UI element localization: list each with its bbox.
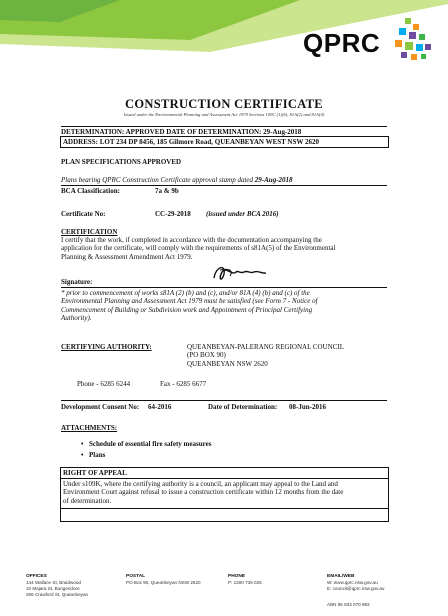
footer-line: 256 Crawford St, Queanbeyan	[26, 592, 89, 597]
footer-phone	[228, 574, 262, 586]
footer-heading: PHONE	[228, 574, 246, 579]
footer-email-web	[327, 574, 384, 592]
qprc-logo	[303, 28, 380, 59]
address-box	[60, 136, 389, 148]
certification-heading: CERTIFICATION	[61, 228, 118, 236]
authority-line: QUEANBEYAN-PALERANG REGIONAL COUNCIL	[187, 343, 344, 351]
signature-note-line: Authority).	[61, 313, 92, 322]
attachment-item: • Schedule of essential fire safety measures	[89, 440, 211, 448]
footer-line: PO Box 90, Queanbeyan NSW 2620	[126, 580, 201, 585]
footer-line: P: 1300 735 025	[228, 580, 262, 585]
authority-fax: Fax - 6285 6677	[160, 380, 207, 388]
certificate-label: Certificate No:	[61, 210, 106, 218]
determination-date-label: Date of Determination:	[208, 403, 278, 411]
signature-note-line: Environmental Planning and Assessment Act 1979 must be satisfied (see Form 7 - Notice of	[61, 297, 318, 306]
footer-line: 144 Wallace St, Braidwood	[26, 580, 81, 585]
appeal-line: Under s109K, where the certifying authority is a council, an applicant may appeal to the Land and	[63, 480, 338, 488]
right-of-appeal-box	[60, 467, 389, 522]
authority-line: QUEANBEYAN NSW 2620	[187, 359, 268, 368]
header-brand-band	[0, 0, 448, 66]
authority-address	[187, 343, 344, 368]
consent-value: 64-2016	[148, 403, 172, 411]
determination-line: DETERMINATION: APPROVED DATE OF DETERMINATION: 29-Aug-2018	[61, 128, 302, 136]
certification-line: application for the certificate, will comply with the requirements of s81A(5) of the Environmental	[61, 244, 336, 253]
appeal-line: of determination.	[63, 496, 112, 505]
certification-line: I certify that the work, if completed in accordance with the documentation accompanying the	[61, 236, 322, 244]
handwritten-signature	[208, 262, 270, 284]
certificate-note: (issued under BCA 2016)	[206, 210, 279, 218]
authority-phone: Phone - 6285 6244	[77, 380, 131, 388]
document-title: CONSTRUCTION CERTIFICATE	[125, 97, 323, 111]
certification-line: Planning & Assessment Amendment Act 1979.	[61, 252, 193, 261]
signature-label: Signature:	[61, 278, 93, 286]
certification-text	[61, 236, 391, 261]
certificate-number: CC-29-2018	[155, 210, 191, 218]
footer-heading: EMAIL/WEB	[327, 574, 355, 579]
address-text: ADDRESS: LOT 234 DP 8456, 185 Gilmore Road, QUEANBEYAN WEST NSW 2620	[63, 138, 319, 146]
footer-abn: ABN 95 933 070 982	[327, 602, 370, 607]
footer-line: W: www.qprc.nsw.gov.au	[327, 580, 378, 585]
brand-swoosh	[0, 0, 448, 66]
signature-note	[61, 289, 391, 322]
signature-note-line: * prior to commencement of works s81A (2) (b) and (c), and/or 81A (4) (b) and (c) of the	[61, 289, 310, 297]
appeal-line: Environment Court against refusal to issue a construction certificate within 12 months from the date	[63, 488, 344, 497]
footer-offices	[26, 574, 88, 598]
divider	[61, 400, 387, 401]
bca-value: 7a & 9b	[155, 187, 179, 195]
authority-line: (PO BOX 90)	[187, 351, 226, 360]
attachments-heading: ATTACHMENTS:	[61, 424, 118, 432]
logo-text: QPRC	[303, 28, 381, 58]
appeal-text	[63, 480, 343, 505]
attachment-item: • Plans	[89, 451, 105, 459]
plan-specs-heading: PLAN SPECIFICATIONS APPROVED	[61, 158, 182, 166]
divider	[61, 126, 387, 127]
appeal-heading: RIGHT OF APPEAL	[63, 469, 127, 477]
divider	[61, 508, 388, 509]
bca-label: BCA Classification:	[61, 187, 120, 195]
authority-label: CERTIFYING AUTHORITY:	[61, 343, 152, 351]
signature-note-line: Commencement of Building or Subdivision work and Appointment of Principal Certifying	[61, 305, 313, 314]
footer-postal	[126, 574, 201, 586]
footer-line: 10 Majara St, Bungendore	[26, 586, 80, 591]
footer-line: E: council@qprc.nsw.gov.au	[327, 586, 385, 591]
consent-label: Development Consent No:	[61, 403, 140, 411]
divider	[61, 478, 388, 479]
document-subtitle: Issued under the Environmental Planning and Assessment Act 1979 Sections 109C (1)(b), 81A(2) and 81A(4)	[123, 112, 325, 117]
determination-date-value: 08-Jun-2016	[289, 403, 326, 411]
footer-heading: POSTAL	[126, 574, 146, 579]
divider	[61, 287, 387, 288]
plan-specs-note	[61, 176, 293, 184]
qprc-logo-mark-icon	[391, 18, 433, 66]
plan-specs-date: 29-Aug-2018	[254, 176, 293, 184]
plan-specs-note-text: Plans bearing QPRC Construction Certificate approval stamp dated	[61, 176, 254, 184]
divider	[61, 185, 387, 186]
footer-heading: OFFICES	[26, 574, 47, 579]
